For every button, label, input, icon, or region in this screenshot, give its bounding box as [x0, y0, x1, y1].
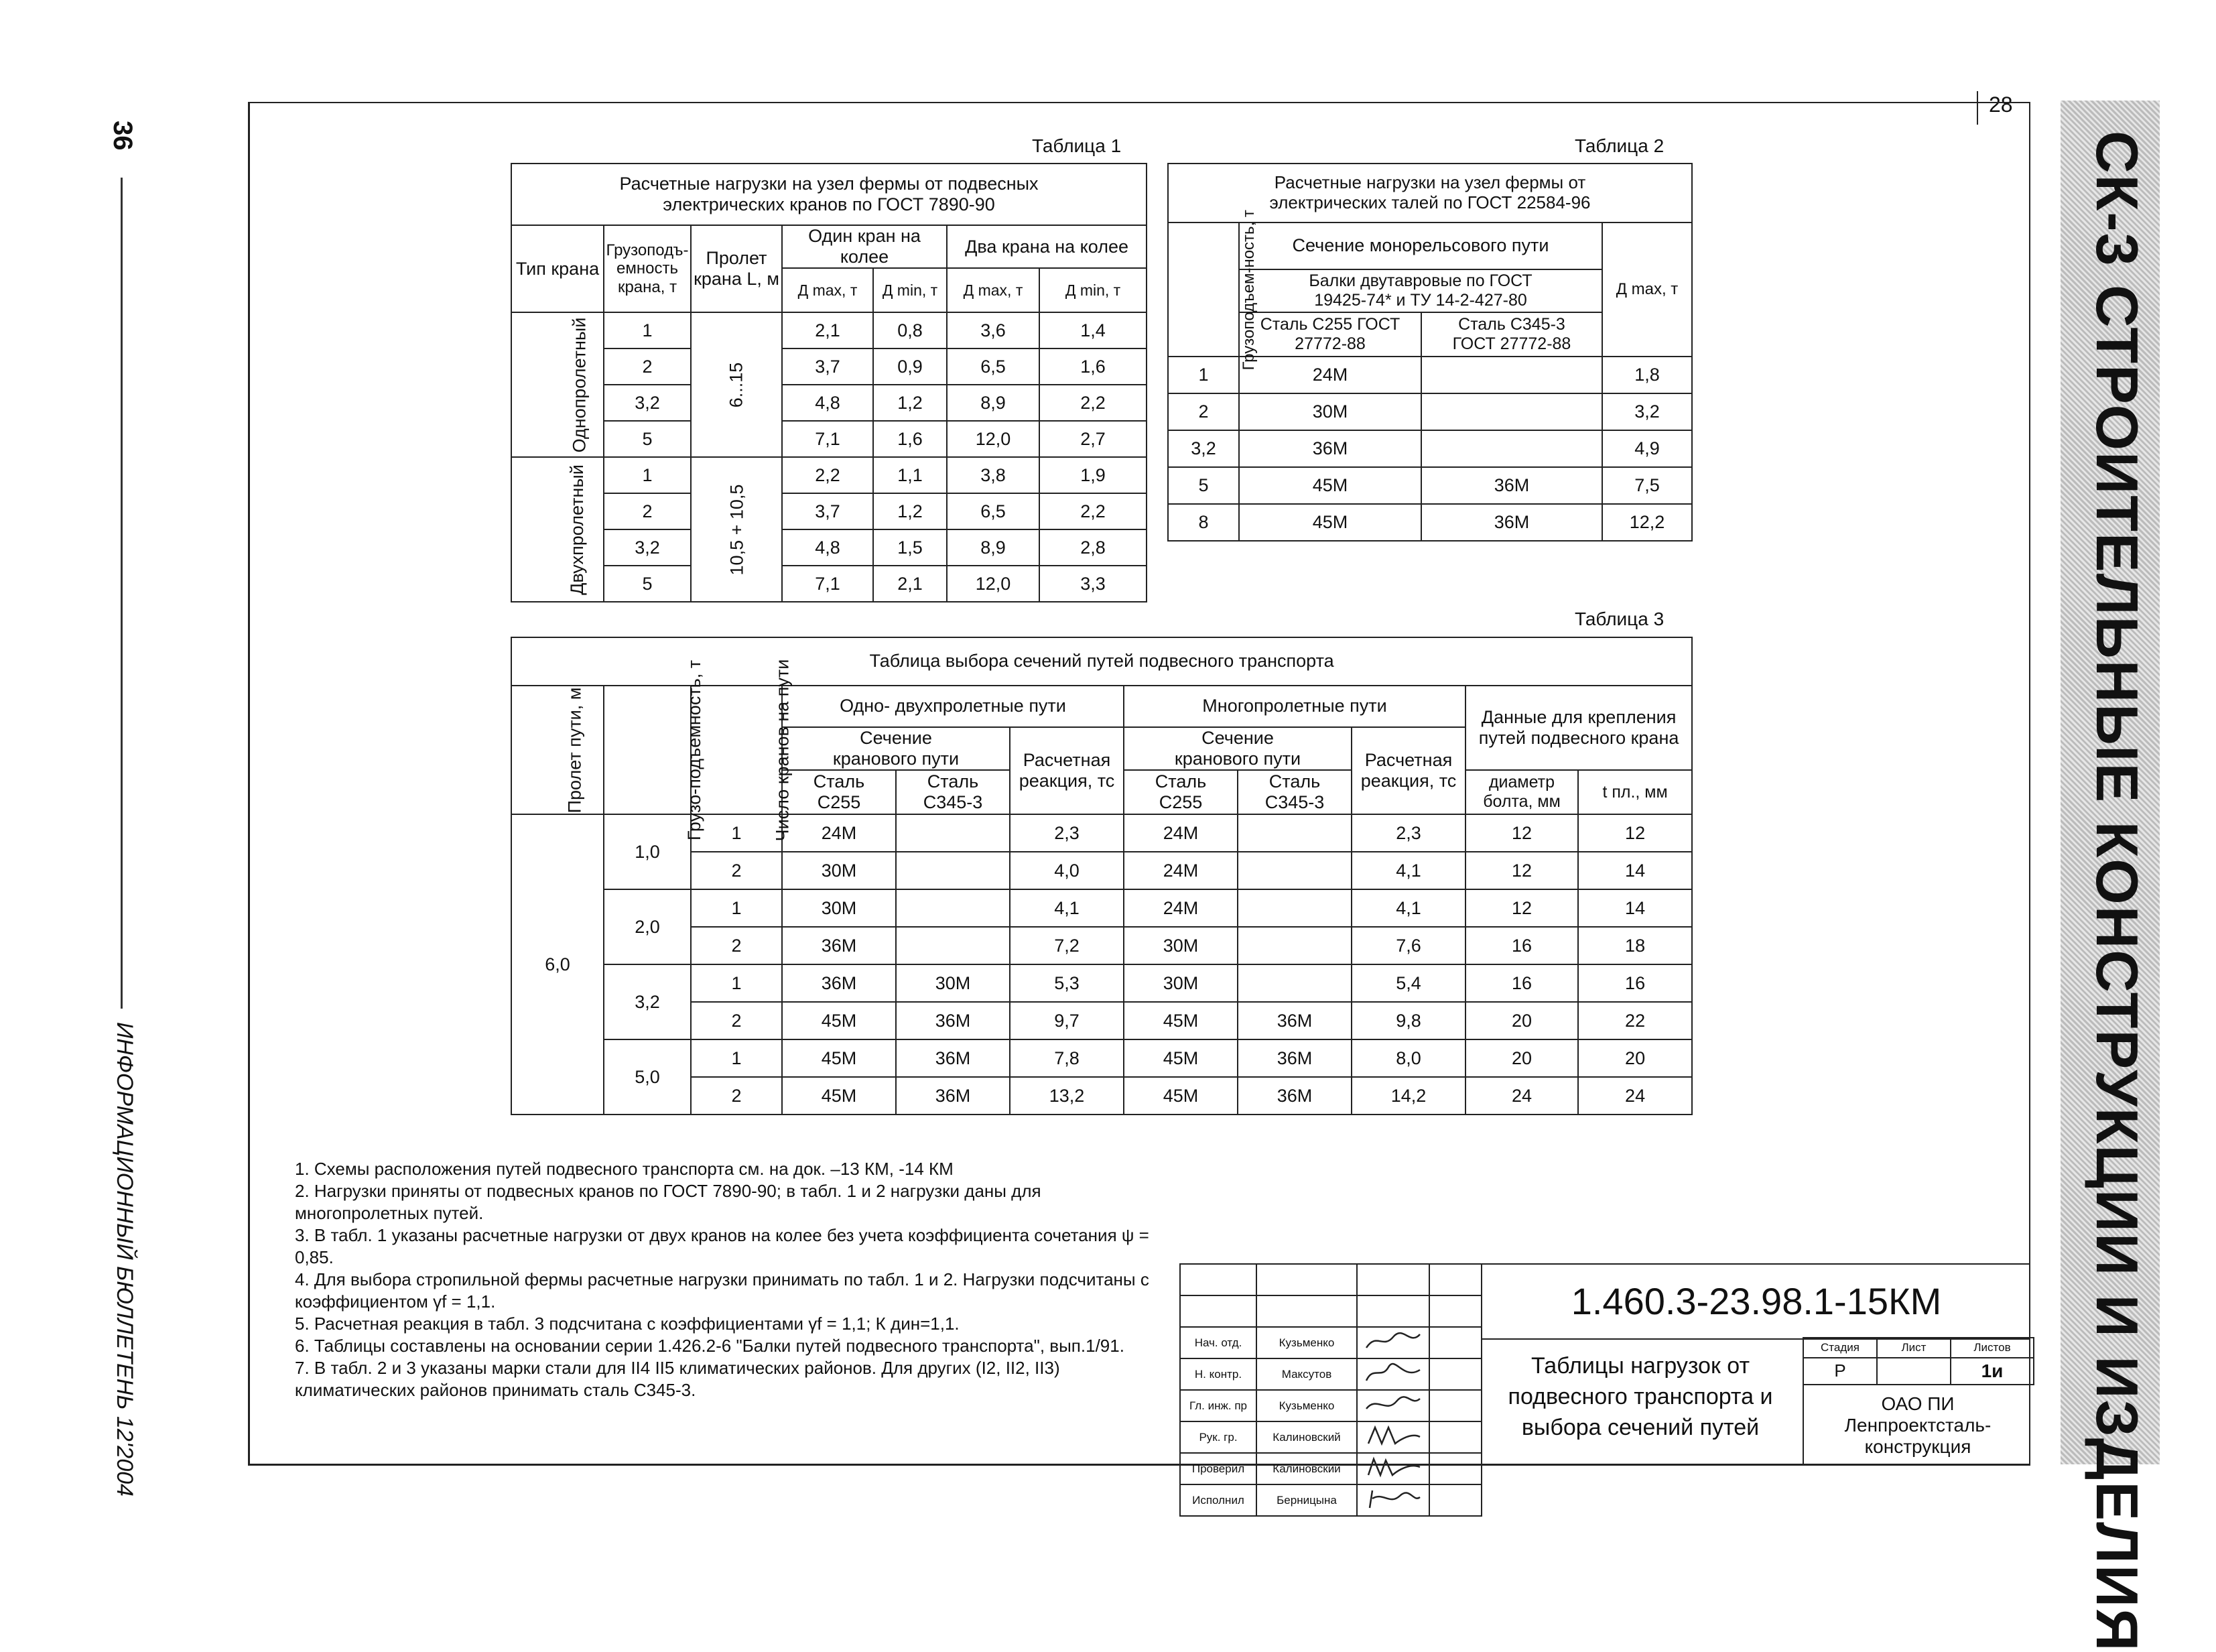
table2-cell: 36М	[1421, 504, 1602, 541]
table3-h-bolt: диаметр болта, мм	[1465, 770, 1578, 814]
stamp-right-block	[1803, 1338, 2032, 1466]
table1-cell: 1,9	[1039, 457, 1147, 493]
table1-span1-label: 6...15	[726, 362, 746, 407]
table1-cell: 3,2	[604, 385, 691, 421]
table1-group2-label: Двухпролетный	[566, 464, 587, 595]
page-number: 36	[108, 121, 137, 151]
table3-cell: 1	[691, 814, 782, 852]
table3-cell: 36М	[782, 964, 896, 1002]
table1-span1	[691, 312, 782, 457]
signature	[1357, 1390, 1429, 1421]
notes	[295, 1158, 1166, 1401]
series-band-title-wrap	[2061, 101, 2160, 1652]
table3-cell: 12	[1465, 814, 1578, 852]
table3-cell: 24М	[1124, 852, 1238, 889]
stamp-role: Нач. отд.	[1180, 1327, 1256, 1358]
table3-h-section-1: Сечение кранового пути	[782, 727, 1010, 770]
table3-cap: 5,0	[604, 1039, 691, 1115]
stamp-main	[1481, 1263, 2030, 1466]
table2-cell	[1421, 430, 1602, 467]
table3-cell: 14	[1578, 889, 1692, 927]
table1-cell: 1,2	[873, 385, 947, 421]
table3-cell: 45М	[782, 1077, 896, 1115]
table3-cell	[1238, 889, 1352, 927]
note-item: 6. Таблицы составлены на основании серии 1.426.2-6 "Балки путей подвесного транспорта", вып.1/91.	[295, 1336, 1124, 1356]
stamp-name: Максутов	[1256, 1358, 1357, 1390]
table3-cell	[896, 927, 1010, 964]
table2-h-section: Сечение монорельсового пути	[1239, 223, 1602, 269]
table1-cell: 2	[604, 348, 691, 385]
table3-h-c345-1: Сталь С345-3	[896, 770, 1010, 814]
table3-h-multi: Многопролетные пути	[1124, 686, 1465, 727]
signature	[1357, 1453, 1429, 1484]
table1-cell: 1	[604, 457, 691, 493]
stamp-doc-title: Таблицы нагрузок от подвесного транспорта и выбора сечений путей	[1508, 1353, 1773, 1440]
stamp-name: Калиновский	[1256, 1421, 1357, 1453]
table3-cell: 4,1	[1352, 852, 1465, 889]
table3-cell: 5,4	[1352, 964, 1465, 1002]
table1-cell: 1,6	[873, 421, 947, 457]
table2-h-c345: Сталь С345-3 ГОСТ 27772-88	[1421, 312, 1602, 357]
table3-cell: 7,8	[1010, 1039, 1124, 1077]
table3-cell: 24М	[782, 814, 896, 852]
table3-cell: 30М	[782, 889, 896, 927]
table3-cell: 45М	[782, 1039, 896, 1077]
stamp-stage-table	[1803, 1337, 2034, 1385]
table1-span2	[691, 457, 782, 602]
table1-title: Расчетные нагрузки на узел фермы от подвесных электрических кранов по ГОСТ 7890-90	[511, 164, 1147, 225]
table1-cell: 2,1	[873, 566, 947, 602]
table3-cell: 36М	[782, 927, 896, 964]
table2-h-capacity-label: Грузоподъем-ность, т	[1239, 210, 1258, 371]
table3-cell: 8,0	[1352, 1039, 1465, 1077]
table1-cell: 8,9	[947, 529, 1039, 566]
table2-cell: 3,2	[1602, 393, 1692, 430]
table2-cell	[1421, 393, 1602, 430]
margin-rule	[121, 178, 123, 1009]
table3-h-fix: Данные для крепления путей подвесного крана	[1465, 686, 1692, 770]
stamp-name: Берницына	[1256, 1484, 1357, 1516]
table1-cell: 1	[604, 312, 691, 348]
table3-cell: 14,2	[1352, 1077, 1465, 1115]
table2-cell: 7,5	[1602, 467, 1692, 504]
table3-h-section-2: Сечение кранового пути	[1124, 727, 1352, 770]
table3-cell	[1238, 814, 1352, 852]
table3-caption: Таблица 3	[1575, 609, 1665, 629]
table3-cell: 4,1	[1010, 889, 1124, 927]
table3-h-onetwo: Одно- двухпролетные пути	[782, 686, 1124, 727]
table3-cell: 7,6	[1352, 927, 1465, 964]
table1-h-type: Тип крана	[511, 225, 604, 312]
table3-cell: 30М	[1124, 927, 1238, 964]
table3-cell: 16	[1465, 927, 1578, 964]
table3-cell: 1	[691, 889, 782, 927]
table3-cell: 36М	[1238, 1077, 1352, 1115]
table3-h-reaction-2: Расчетная реакция, тс	[1352, 727, 1465, 814]
table2-title: Расчетные нагрузки на узел фермы от электрических талей по ГОСТ 22584-96	[1168, 164, 1692, 223]
table3-cell: 4,0	[1010, 852, 1124, 889]
table1-cell: 1,4	[1039, 312, 1147, 348]
stamp-name: Кузьменко	[1256, 1390, 1357, 1421]
table1-cell: 0,9	[873, 348, 947, 385]
series-band-title: СК-3 СТРОИТЕЛЬНЫЕ КОНСТРУКЦИИ И ИЗДЕЛИЯ	[2084, 131, 2150, 1652]
stamp-sheet	[1877, 1358, 1951, 1385]
table3-cap: 2,0	[604, 889, 691, 964]
table2-cell: 30М	[1239, 393, 1421, 430]
table3-cell	[1238, 852, 1352, 889]
table1-cell: 1,1	[873, 457, 947, 493]
table1-h-span: Пролет крана L, м	[691, 225, 782, 312]
table3-cell	[896, 889, 1010, 927]
note-item: 3. В табл. 1 указаны расчетные нагрузки от двух кранов на колее без учета коэффициента сочетания ψ = 0,85.	[295, 1225, 1149, 1267]
stamp-stage-label: Стадия	[1803, 1338, 1877, 1358]
stamp-sheets: 1и	[1951, 1358, 2034, 1385]
table3-cap: 3,2	[604, 964, 691, 1039]
table2-cell: 5	[1168, 467, 1239, 504]
table3-h-capacity	[604, 659, 705, 840]
table3-h-cranes-label: Число кранов на пути	[772, 659, 793, 841]
table3-cell: 18	[1578, 927, 1692, 964]
table3-h-span	[511, 686, 604, 814]
table1-cell: 3,7	[782, 493, 873, 529]
table2	[1167, 163, 1693, 542]
table3-cell: 45М	[1124, 1077, 1238, 1115]
table1-cell: 4,8	[782, 529, 873, 566]
table1-cell: 6,5	[947, 348, 1039, 385]
table2-cell: 36М	[1239, 430, 1421, 467]
table3-cell: 12	[1465, 889, 1578, 927]
table1-cell: 8,9	[947, 385, 1039, 421]
table1-cell: 3,3	[1039, 566, 1147, 602]
table2-cell: 1	[1168, 357, 1239, 393]
table1-cell: 3,2	[604, 529, 691, 566]
table1-cell: 6,5	[947, 493, 1039, 529]
table2-cell	[1421, 357, 1602, 393]
sheet-number: 28	[1989, 92, 2013, 117]
table3-cell: 14	[1578, 852, 1692, 889]
table1-cell: 2,2	[782, 457, 873, 493]
stamp-name: Калиновский	[1256, 1453, 1357, 1484]
table1-cell: 1,2	[873, 493, 947, 529]
stamp-code: 1.460.3-23.98.1-15КМ	[1482, 1265, 2030, 1340]
table3-cell: 12	[1578, 814, 1692, 852]
table3-cell: 9,8	[1352, 1002, 1465, 1039]
table3-cell: 1	[691, 964, 782, 1002]
note-item: 5. Расчетная реакция в табл. 3 подсчитана с коэффициентами γf = 1,1; К дин=1,1.	[295, 1314, 960, 1334]
table3-cell: 45М	[1124, 1039, 1238, 1077]
table3-h-reaction-1: Расчетная реакция, тс	[1010, 727, 1124, 814]
table3-title: Таблица выбора сечений путей подвесного транспорта	[511, 637, 1692, 686]
table3-cell: 16	[1578, 964, 1692, 1002]
table3-cell: 2	[691, 1077, 782, 1115]
table2-cell: 8	[1168, 504, 1239, 541]
table1-cell: 5	[604, 421, 691, 457]
table1-h-one: Один кран на колее	[782, 225, 947, 268]
table3-cell: 36М	[896, 1077, 1010, 1115]
stamp-name: Кузьменко	[1256, 1327, 1357, 1358]
stamp-stage: Р	[1803, 1358, 1877, 1385]
stamp-sheets-label: Листов	[1951, 1338, 2034, 1358]
table1-h-dmin-1: Д min, т	[873, 268, 947, 312]
table3-cell: 9,7	[1010, 1002, 1124, 1039]
table3-cell: 2,3	[1352, 814, 1465, 852]
stamp-role: Н. контр.	[1180, 1358, 1256, 1390]
table3-h-c255-1: Сталь С255	[782, 770, 896, 814]
table3-h-c345-2: Сталь С345-3	[1238, 770, 1352, 814]
table3-cell: 24М	[1124, 889, 1238, 927]
note-item: 1. Схемы расположения путей подвесного транспорта см. на док. –13 КМ, -14 КМ	[295, 1159, 954, 1179]
stamp-sheet-label: Лист	[1877, 1338, 1951, 1358]
stamp-role: Рук. гр.	[1180, 1421, 1256, 1453]
table3-cell: 2	[691, 852, 782, 889]
table3-cell	[896, 852, 1010, 889]
table2-h-c255: Сталь С255 ГОСТ 27772-88	[1239, 312, 1421, 357]
table3-cell: 24	[1465, 1077, 1578, 1115]
table1-cell: 7,1	[782, 421, 873, 457]
note-item: 4. Для выбора стропильной фермы расчетные нагрузки принимать по табл. 1 и 2. Нагрузки подсчитаны с коэффициентом γf = 1,1.	[295, 1269, 1149, 1312]
table3-cell: 36М	[1238, 1039, 1352, 1077]
note-item: 7. В табл. 2 и 3 указаны марки стали для II4 II5 климатических районов. Для других (I2, II2, II3) климатических районов принимать сталь С345-3.	[295, 1358, 1060, 1400]
table3-cell: 22	[1578, 1002, 1692, 1039]
table3-cap: 1,0	[604, 814, 691, 889]
table3-cell: 36М	[896, 1002, 1010, 1039]
table3-cell	[896, 814, 1010, 852]
table1-group1	[511, 312, 604, 457]
table3-cell: 20	[1465, 1039, 1578, 1077]
signature	[1357, 1421, 1429, 1453]
table1-caption: Таблица 1	[1032, 135, 1122, 156]
table3-cell: 36М	[896, 1039, 1010, 1077]
table3-cell: 5,3	[1010, 964, 1124, 1002]
table1-cell: 3,6	[947, 312, 1039, 348]
table1-group1-label: Однопролетный	[569, 317, 590, 452]
table1-h-dmax-2: Д max, т	[947, 268, 1039, 312]
stamp-role: Гл. инж. пр	[1180, 1390, 1256, 1421]
table1-cell: 7,1	[782, 566, 873, 602]
table1-cell: 2,8	[1039, 529, 1147, 566]
table2-cell: 45М	[1239, 504, 1421, 541]
table3-h-tpl: t пл., мм	[1578, 770, 1692, 814]
table3-cell: 7,2	[1010, 927, 1124, 964]
table3-cell: 24	[1578, 1077, 1692, 1115]
table3-cell: 30М	[896, 964, 1010, 1002]
table2-h-beams: Балки двутавровые по ГОСТ 19425-74* и ТУ 14-2-427-80	[1239, 269, 1602, 312]
table3-cell: 2,3	[1010, 814, 1124, 852]
table1-cell: 1,5	[873, 529, 947, 566]
table3	[511, 637, 1693, 1115]
table3-cell: 20	[1578, 1039, 1692, 1077]
table1-group2	[511, 457, 604, 602]
table3-cell: 45М	[1124, 1002, 1238, 1039]
table2-caption: Таблица 2	[1575, 135, 1665, 156]
table1-cell: 3,8	[947, 457, 1039, 493]
table2-cell: 4,9	[1602, 430, 1692, 467]
table2-cell: 45М	[1239, 467, 1421, 504]
table1-cell: 1,6	[1039, 348, 1147, 385]
table3-h-span-label: Пролет пути, м	[564, 687, 585, 813]
table2-cell: 2	[1168, 393, 1239, 430]
note-item: 2. Нагрузки приняты от подвесных кранов по ГОСТ 7890-90; в табл. 1 и 2 нагрузки даны для многопролетных путей.	[295, 1181, 1041, 1223]
table1-cell: 12,0	[947, 566, 1039, 602]
stamp-role: Проверил	[1180, 1453, 1256, 1484]
table1-h-dmin-2: Д min, т	[1039, 268, 1147, 312]
table3-cell: 36М	[1238, 1002, 1352, 1039]
stamp-signatures	[1179, 1263, 1482, 1517]
table3-cell: 30М	[782, 852, 896, 889]
table3-cell: 20	[1465, 1002, 1578, 1039]
table1-cell: 2,2	[1039, 385, 1147, 421]
table3-cell	[1238, 927, 1352, 964]
table1-h-capacity: Грузоподъ-емность крана, т	[604, 225, 691, 312]
table3-cell: 13,2	[1010, 1077, 1124, 1115]
stamp-role: Исполнил	[1180, 1484, 1256, 1516]
table2-cell: 24М	[1239, 357, 1421, 393]
signature	[1357, 1358, 1429, 1390]
table2-cell: 12,2	[1602, 504, 1692, 541]
table1-cell: 5	[604, 566, 691, 602]
table2-cell: 1,8	[1602, 357, 1692, 393]
table1-cell: 12,0	[947, 421, 1039, 457]
table1-cell: 2,1	[782, 312, 873, 348]
table1-cell: 2,7	[1039, 421, 1147, 457]
table3-cell: 2	[691, 927, 782, 964]
table3-cell: 2	[691, 1002, 782, 1039]
table1-cell: 2,2	[1039, 493, 1147, 529]
stamp-org: ОАО ПИ Ленпроектсталь-конструкция	[1844, 1393, 1992, 1457]
table1-cell: 4,8	[782, 385, 873, 421]
table3-cell: 16	[1465, 964, 1578, 1002]
table3-h-c255-2: Сталь С255	[1124, 770, 1238, 814]
table1	[511, 163, 1147, 602]
table1-cell: 3,7	[782, 348, 873, 385]
table2-h-dmax: Д max, т	[1602, 223, 1692, 357]
table3-cell: 45М	[782, 1002, 896, 1039]
table3-cell: 4,1	[1352, 889, 1465, 927]
table3-cell: 30М	[1124, 964, 1238, 1002]
signature	[1357, 1327, 1429, 1358]
table1-h-dmax-1: Д max, т	[782, 268, 873, 312]
table1-span2-label: 10,5 + 10,5	[726, 484, 747, 576]
table3-h-capacity-label: Грузо-подъемность, т	[684, 659, 705, 840]
table2-h-capacity	[1168, 210, 1258, 371]
table1-cell: 0,8	[873, 312, 947, 348]
table3-cell: 24М	[1124, 814, 1238, 852]
table1-h-two: Два крана на колее	[947, 225, 1147, 268]
bulletin-title: ИНФОРМАЦИОННЫЙ БЮЛЛЕТЕНЬ 12'2004	[112, 1022, 137, 1497]
table3-span: 6,0	[511, 814, 604, 1115]
table1-cell: 2	[604, 493, 691, 529]
table3-cell: 1	[691, 1039, 782, 1077]
table3-cell: 12	[1465, 852, 1578, 889]
table2-cell: 36М	[1421, 467, 1602, 504]
table2-cell: 3,2	[1168, 430, 1239, 467]
signature	[1357, 1484, 1429, 1516]
table3-cell	[1238, 964, 1352, 1002]
